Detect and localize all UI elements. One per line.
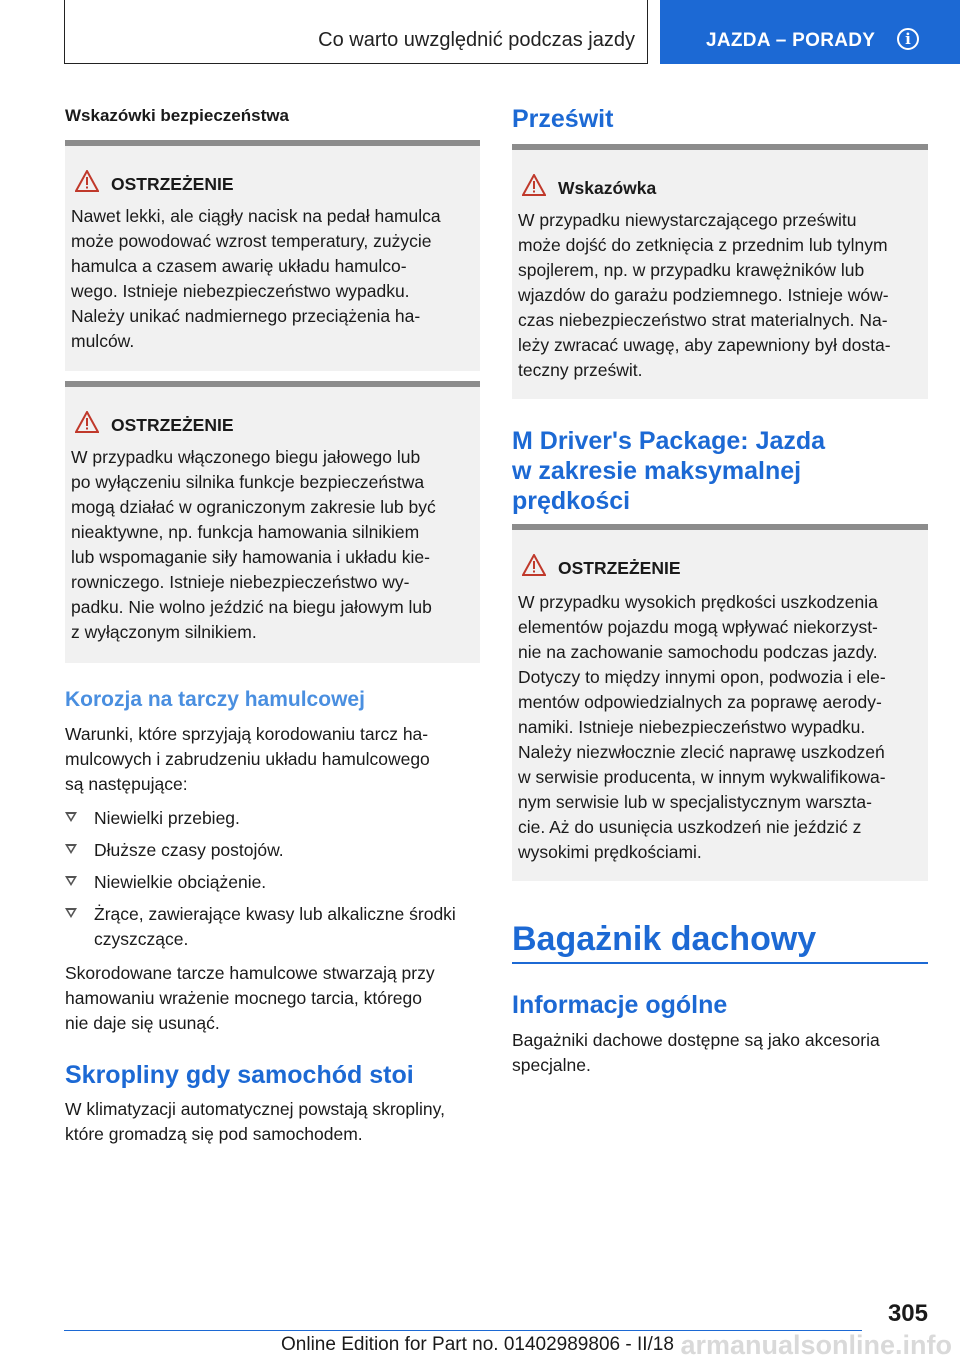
warning-text: Nawet lekki, ale ciągły nacisk na pedał hamulca może powodować wzrost temperatury, zużycie hamulca a czasem awarię układu hamulco- wego. Istnieje niebezpieczeństwo wypadku. Należy unikać nadmiernego przeciążenia ha- mulców.	[71, 206, 441, 351]
header-section-box	[64, 0, 648, 64]
list-item: Niewielki przebieg.	[65, 806, 480, 831]
bullet-triangle-icon	[65, 908, 77, 918]
corrosion-heading: Korozja na tarczy hamulcowej	[65, 688, 365, 711]
general-info-text: Bagażniki dachowe dostępne są jako akcesoria specjalne.	[512, 1030, 880, 1075]
bullet-triangle-icon	[65, 876, 77, 886]
warning-triangle-icon	[522, 554, 546, 576]
corrosion-outro: Skorodowane tarcze hamulcowe stwarzają przy hamowaniu wrażenie mocnego tarcia, którego nie daje się usunąć.	[65, 963, 435, 1033]
warning-label: OSTRZEŻENIE	[111, 415, 234, 435]
info-icon[interactable]: i	[897, 28, 919, 50]
warning-text: W przypadku wysokich prędkości uszkodzenia elementów pojazdu mogą wpływać niekorzyst- nie na zachowanie samochodu podczas jazdy. Dotyczy to między innymi opon, podwozia i ele- mentów odpowiedzialnych za poprawę aerody- namiki. Istnieje niebezpieczeństwo wypadku. Należy niezwłocznie zlecić naprawę uszkodzeń w serwisie producenta, w innym wykwalifikowa- nym serwisie lub w specjalistycznym warszta- cie. Aż do usunięcia uszkodzeń nie jeździć z wysokimi prędkościami.	[518, 592, 886, 862]
warning-box	[512, 524, 928, 881]
edition-text: Online Edition for Part no. 01402989806 - II/18	[281, 1334, 674, 1355]
watermark: armanualsonline.info	[680, 1330, 952, 1360]
mdriver-heading: M Driver's Package: Jazda w zakresie maksymalnej prędkości	[512, 427, 826, 515]
hint-box	[512, 144, 928, 399]
condensation-text: W klimatyzacji automatycznej powstają skropliny, które gromadzą się pod samochodem.	[65, 1099, 445, 1144]
section-title: Co warto uwzględnić podczas jazdy	[318, 29, 635, 51]
bullet-triangle-icon	[65, 812, 77, 822]
list-item: Dłuższe czasy postojów.	[65, 838, 480, 863]
general-info-heading: Informacje ogólne	[512, 991, 728, 1019]
heading-rule	[512, 962, 928, 964]
chapter-tab[interactable]	[660, 0, 960, 64]
warning-box	[65, 381, 480, 663]
corrosion-intro: Warunki, które sprzyjają korodowaniu tarcz ha- mulcowych i zabrudzeniu układu hamulcowego są następujące:	[65, 724, 430, 794]
hint-text: W przypadku niewystarczającego prześwitu może dojść do zetknięcia z przednim lub tylnym spojlerem, np. w przypadku krawężników lub wjazdów do garażu podziemnego. Istnieje wów- czas niebezpieczeństwo strat materialnych. Na- leży zwracać uwagę, aby zapewniony był dosta- teczny prześwit.	[518, 210, 891, 380]
bullet-triangle-icon	[65, 844, 77, 854]
warning-triangle-icon	[75, 170, 99, 192]
warning-label: OSTRZEŻENIE	[558, 558, 681, 578]
roof-rack-heading: Bagażnik dachowy	[512, 920, 817, 958]
safety-heading: Wskazówki bezpieczeństwa	[65, 106, 289, 125]
chapter-tab-label: JAZDA – PORADY	[706, 30, 876, 51]
warning-box	[65, 140, 480, 371]
warning-triangle-icon	[522, 174, 546, 196]
list-item: Żrące, zawierające kwasy lub alkaliczne środki czyszczące.	[65, 902, 480, 952]
warning-text: W przypadku włączonego biegu jałowego lub po wyłączeniu silnika funkcje bezpieczeństwa mogą działać w ograniczonym zakresie lub być nieaktywne, np. funkcja hamowania silnikiem lub wspomaganie siły hamowania i układu kie- rowniczego. Istnieje niebezpieczeństwo wy- padku. Nie wolno jeździć na biegu jałowym lub z wyłączonym silnikiem.	[71, 447, 436, 642]
hint-label: Wskazówka	[558, 178, 657, 198]
warning-triangle-icon	[75, 411, 99, 433]
page-number: 305	[887, 1300, 928, 1327]
list-item: Niewielkie obciążenie.	[65, 870, 480, 895]
clearance-heading: Prześwit	[512, 105, 614, 133]
warning-label: OSTRZEŻENIE	[111, 174, 234, 194]
condensation-heading: Skropliny gdy samochód stoi	[65, 1061, 414, 1089]
